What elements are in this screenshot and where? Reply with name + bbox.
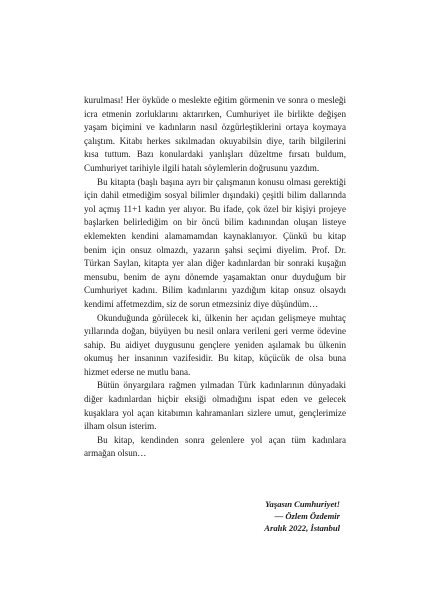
paragraph-5: Bu kitap, kendinden sonra gelenlere yol açan tüm kadınlara armağan olsun… xyxy=(84,434,346,459)
paragraph-2: Bu kitapta (başlı başına ayrı bir çalışmanın konusu olması gerektiği için dahil etmediğim sosyal bilimler dışındaki) çeşitli bilim dallarında yol açmış 11+1 kadın yer alıyor. Bu ifade, çok özel bir kişiyi projeye başlarken belirlediğim on bir öncü bilim kadınından oluşan listeye eklemekten kendini alamamamdan kaynaklanıyor. Çünkü bu kitap benim için onsuz olmazdı, yazarın şahsi seçimi diyelim. Prof. Dr. Türkan Saylan, kitapta yer alan diğer kadınlardan bir sonraki kuşağın mensubu, benim de aynı dönemde yaşamaktan onur duyduğum bir Cumhuriyet kadını. Bilim kadınlarını yazdığım kitap onsuz olsaydı kendimi affetmezdim, siz de sorun etmezsiniz diye düşündüm… xyxy=(84,176,346,309)
paragraph-3: Okunduğunda görülecek ki, ülkenin her açıdan gelişmeye muhtaç yıllarında doğan, büyüyen bu nesil onlara verileni geri verme ödevine sahip. Bu aidiyet duygusunu gençlere yeniden aşılamak bu ülkenin okumuş her insanının vazifesidir. Bu kitap, küçücük de olsa buna hizmet ederse ne mutlu bana. xyxy=(84,312,346,377)
paragraph-1: kurulması! Her öyküde o meslekte eğitim görmenin ve sonra o mesleği icra etmenin zorluklarını aktarırken, Cumhuriyet ile birlikte değişen yaşam biçimini ve kadınların nasıl özgürleştiklerini ortaya koymaya çalıştım. Kitabı herkes sıkılmadan okuyabilsin diye, tarih bilgilerini kısa tuttum. Bazı konulardaki yanlışları düzeltme fırsatı buldum, Cumhuriyet tarihiyle ilgili hatalı söylemlerin doğrusunu yazdım. xyxy=(84,95,346,173)
motto: Yaşasın Cumhuriyet! xyxy=(265,499,340,509)
author-name: — Özlem Özdemir xyxy=(274,511,340,522)
signature-block xyxy=(264,498,340,535)
paragraph-4: Bütün önyargılara rağmen yılmadan Türk kadınlarının dünyadaki diğer kadınlardan hiçbir eksiği olmadığını ispat eden ve gelecek kuşaklara yol açan kitabımın kahramanları sizlere umut, gençlerimize ilham olsun isterim. xyxy=(84,380,346,432)
date-place: Aralık 2022, İstanbul xyxy=(264,523,340,534)
body-text xyxy=(84,94,346,461)
